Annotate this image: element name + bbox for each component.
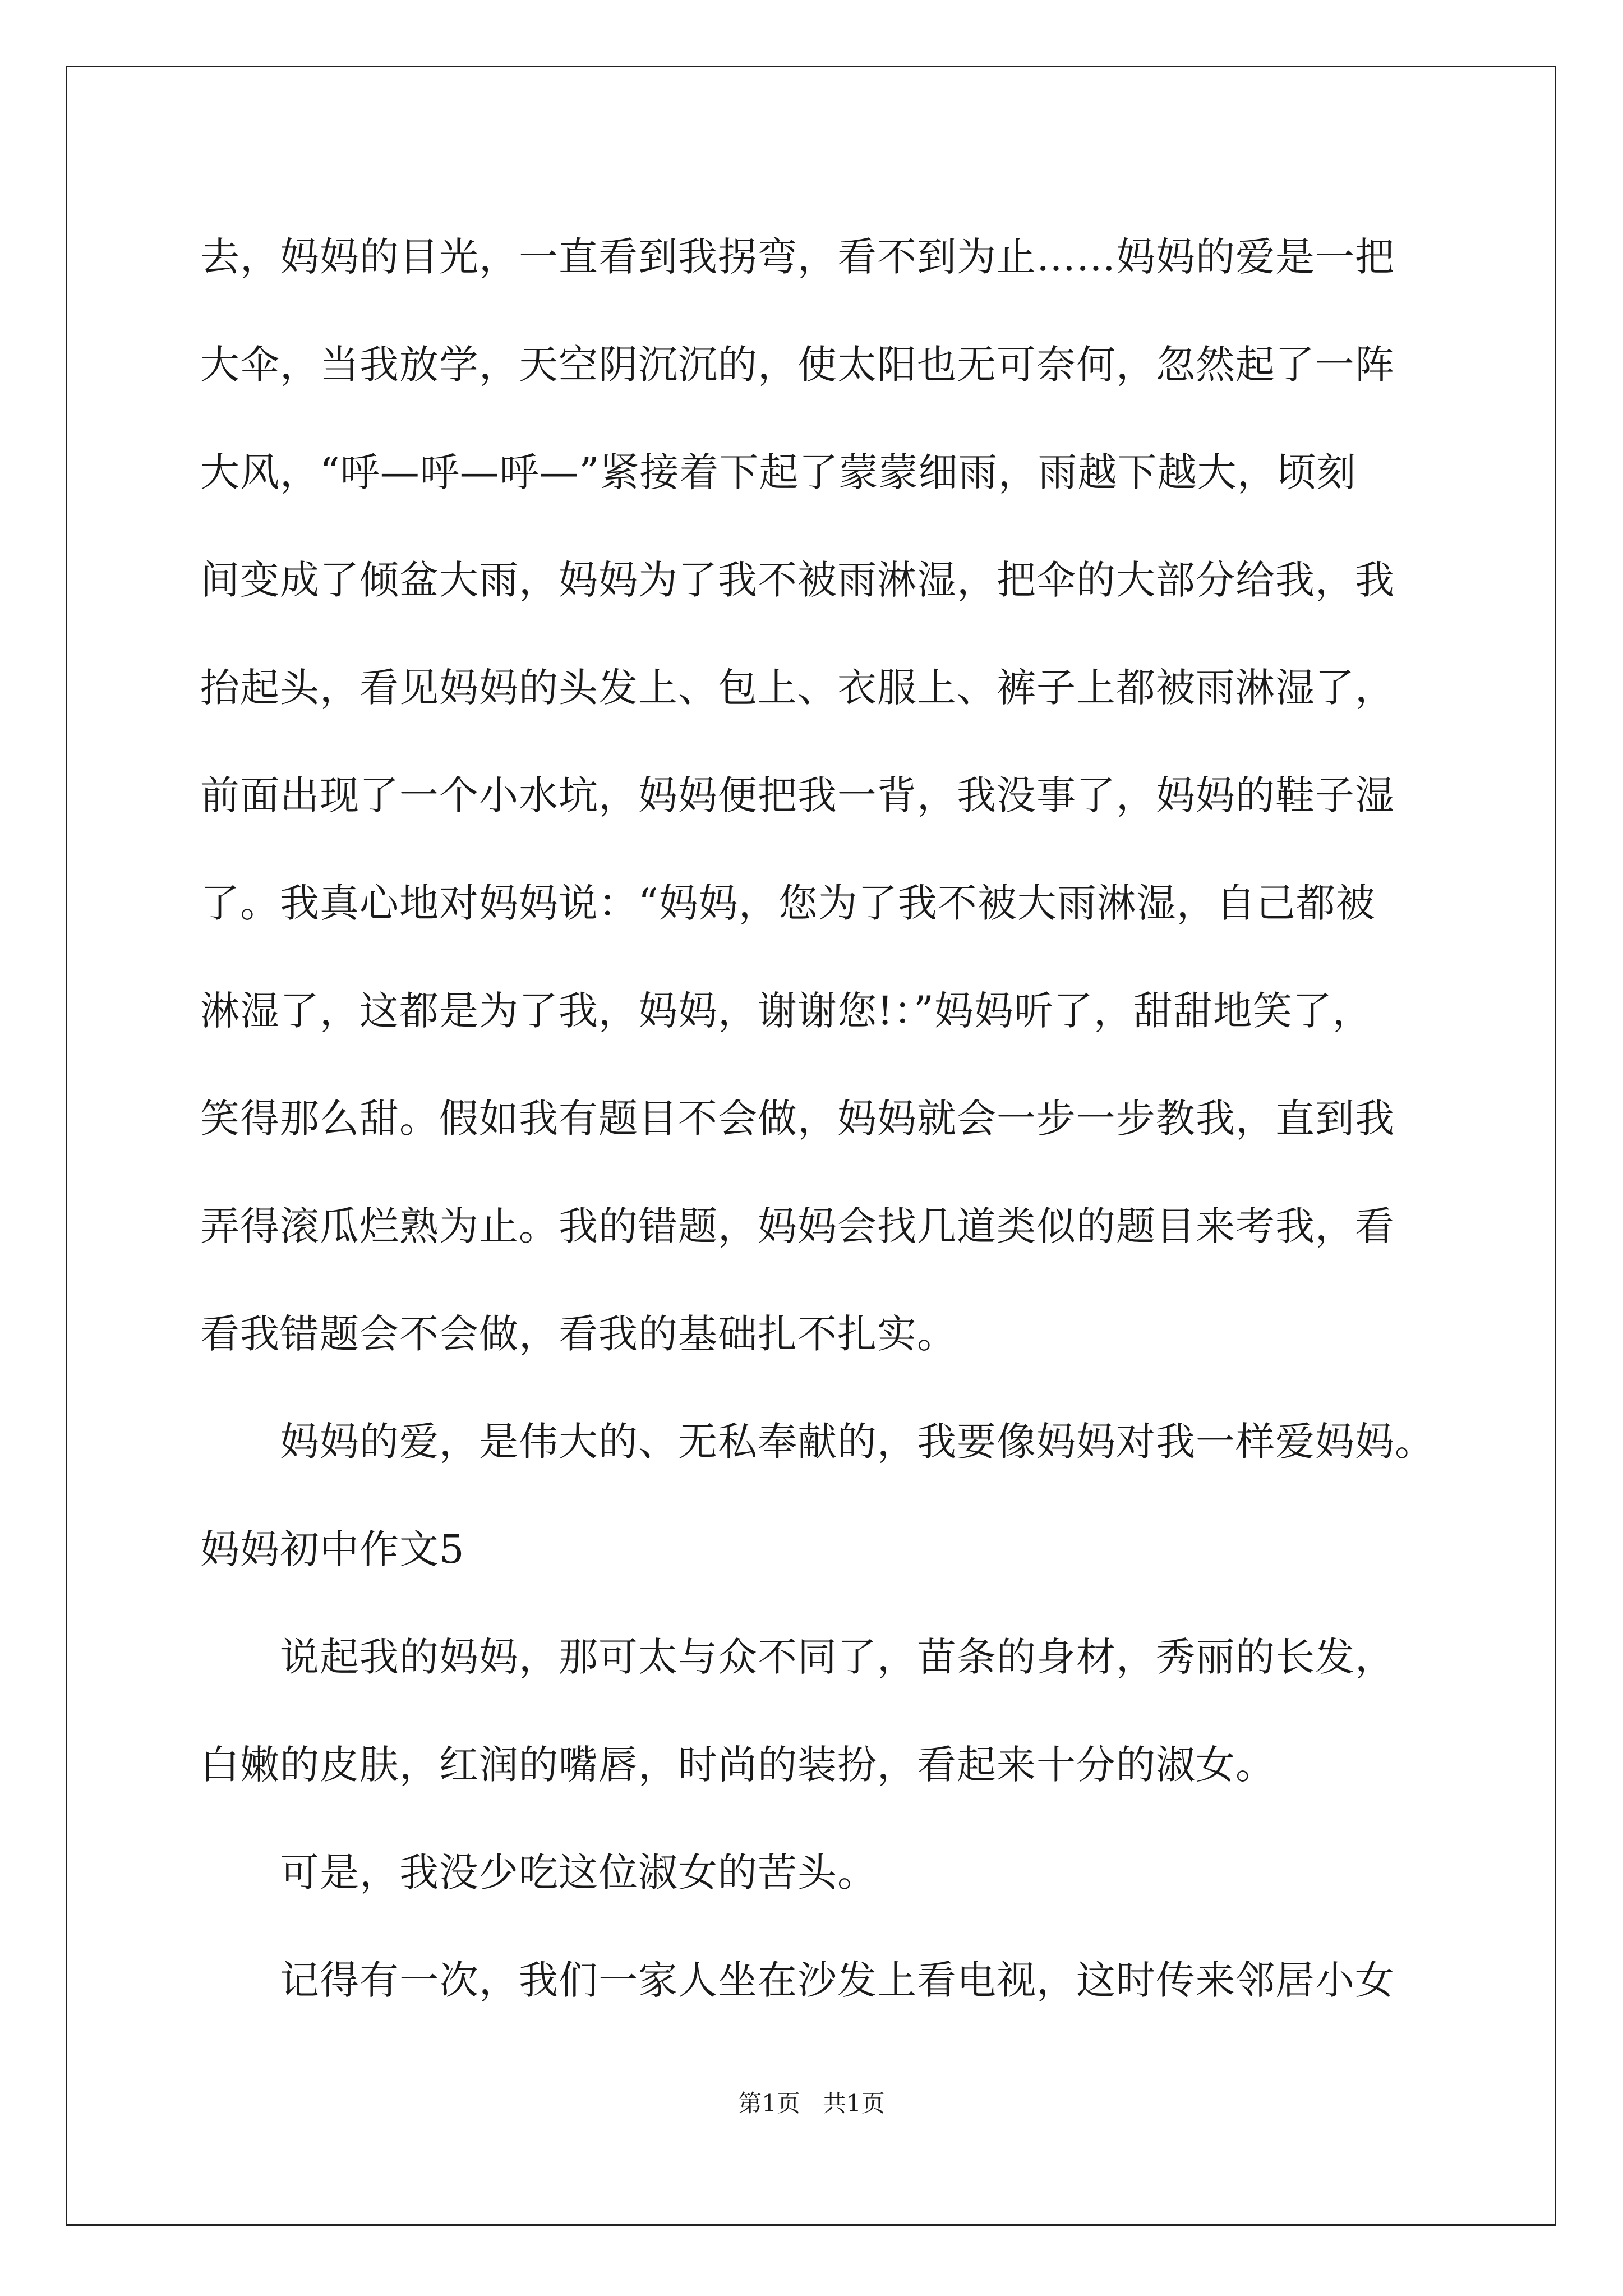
paragraph-start-line: 可是，我没少吃这位淑女的苦头。 — [280, 1849, 877, 1895]
section-title: 妈妈初中作文5 — [200, 1526, 465, 1572]
document-body — [200, 203, 1435, 2034]
text-line: 了。我真心地对妈妈说：“妈妈，您为了我不被大雨淋湿，自己都被 — [200, 880, 1376, 926]
text-line: 看我错题会不会做，看我的基础扎不扎实。 — [200, 1311, 957, 1357]
paragraph-start-line: 妈妈的爱，是伟大的、无私奉献的，我要像妈妈对我一样爱妈妈。 — [280, 1419, 1435, 1465]
text-line: 大风，“呼—呼—呼—”紧接着下起了蒙蒙细雨，雨越下越大，顷刻 — [200, 449, 1357, 495]
text-line: 大伞，当我放学，天空阴沉沉的，使太阳也无可奈何，忽然起了一阵 — [200, 342, 1395, 388]
text-line: 前面出现了一个小水坑，妈妈便把我一背，我没事了，妈妈的鞋子湿 — [200, 772, 1395, 818]
text-line: 淋湿了，这都是为了我，妈妈，谢谢您!：”妈妈听了，甜甜地笑了， — [200, 988, 1372, 1034]
text-line: 笑得那么甜。假如我有题目不会做，妈妈就会一步一步教我，直到我 — [200, 1096, 1395, 1142]
text-line: 去，妈妈的目光，一直看到我拐弯，看不到为止……妈妈的爱是一把 — [200, 234, 1395, 280]
page-number-footer: 第1页 共1页 — [738, 2090, 885, 2117]
paragraph-start-line: 说起我的妈妈，那可太与众不同了，苗条的身材，秀丽的长发， — [280, 1634, 1395, 1680]
text-line: 白嫩的皮肤，红润的嘴唇，时尚的装扮，看起来十分的淑女。 — [200, 1742, 1275, 1788]
text-line: 抬起头，看见妈妈的头发上、包上、衣服上、裤子上都被雨淋湿了， — [200, 665, 1395, 711]
text-line: 弄得滚瓜烂熟为止。我的错题，妈妈会找几道类似的题目来考我，看 — [200, 1203, 1395, 1249]
text-line: 间变成了倾盆大雨，妈妈为了我不被雨淋湿，把伞的大部分给我，我 — [200, 557, 1395, 603]
paragraph-start-line: 记得有一次，我们一家人坐在沙发上看电视，这时传来邻居小女 — [280, 1957, 1395, 2003]
